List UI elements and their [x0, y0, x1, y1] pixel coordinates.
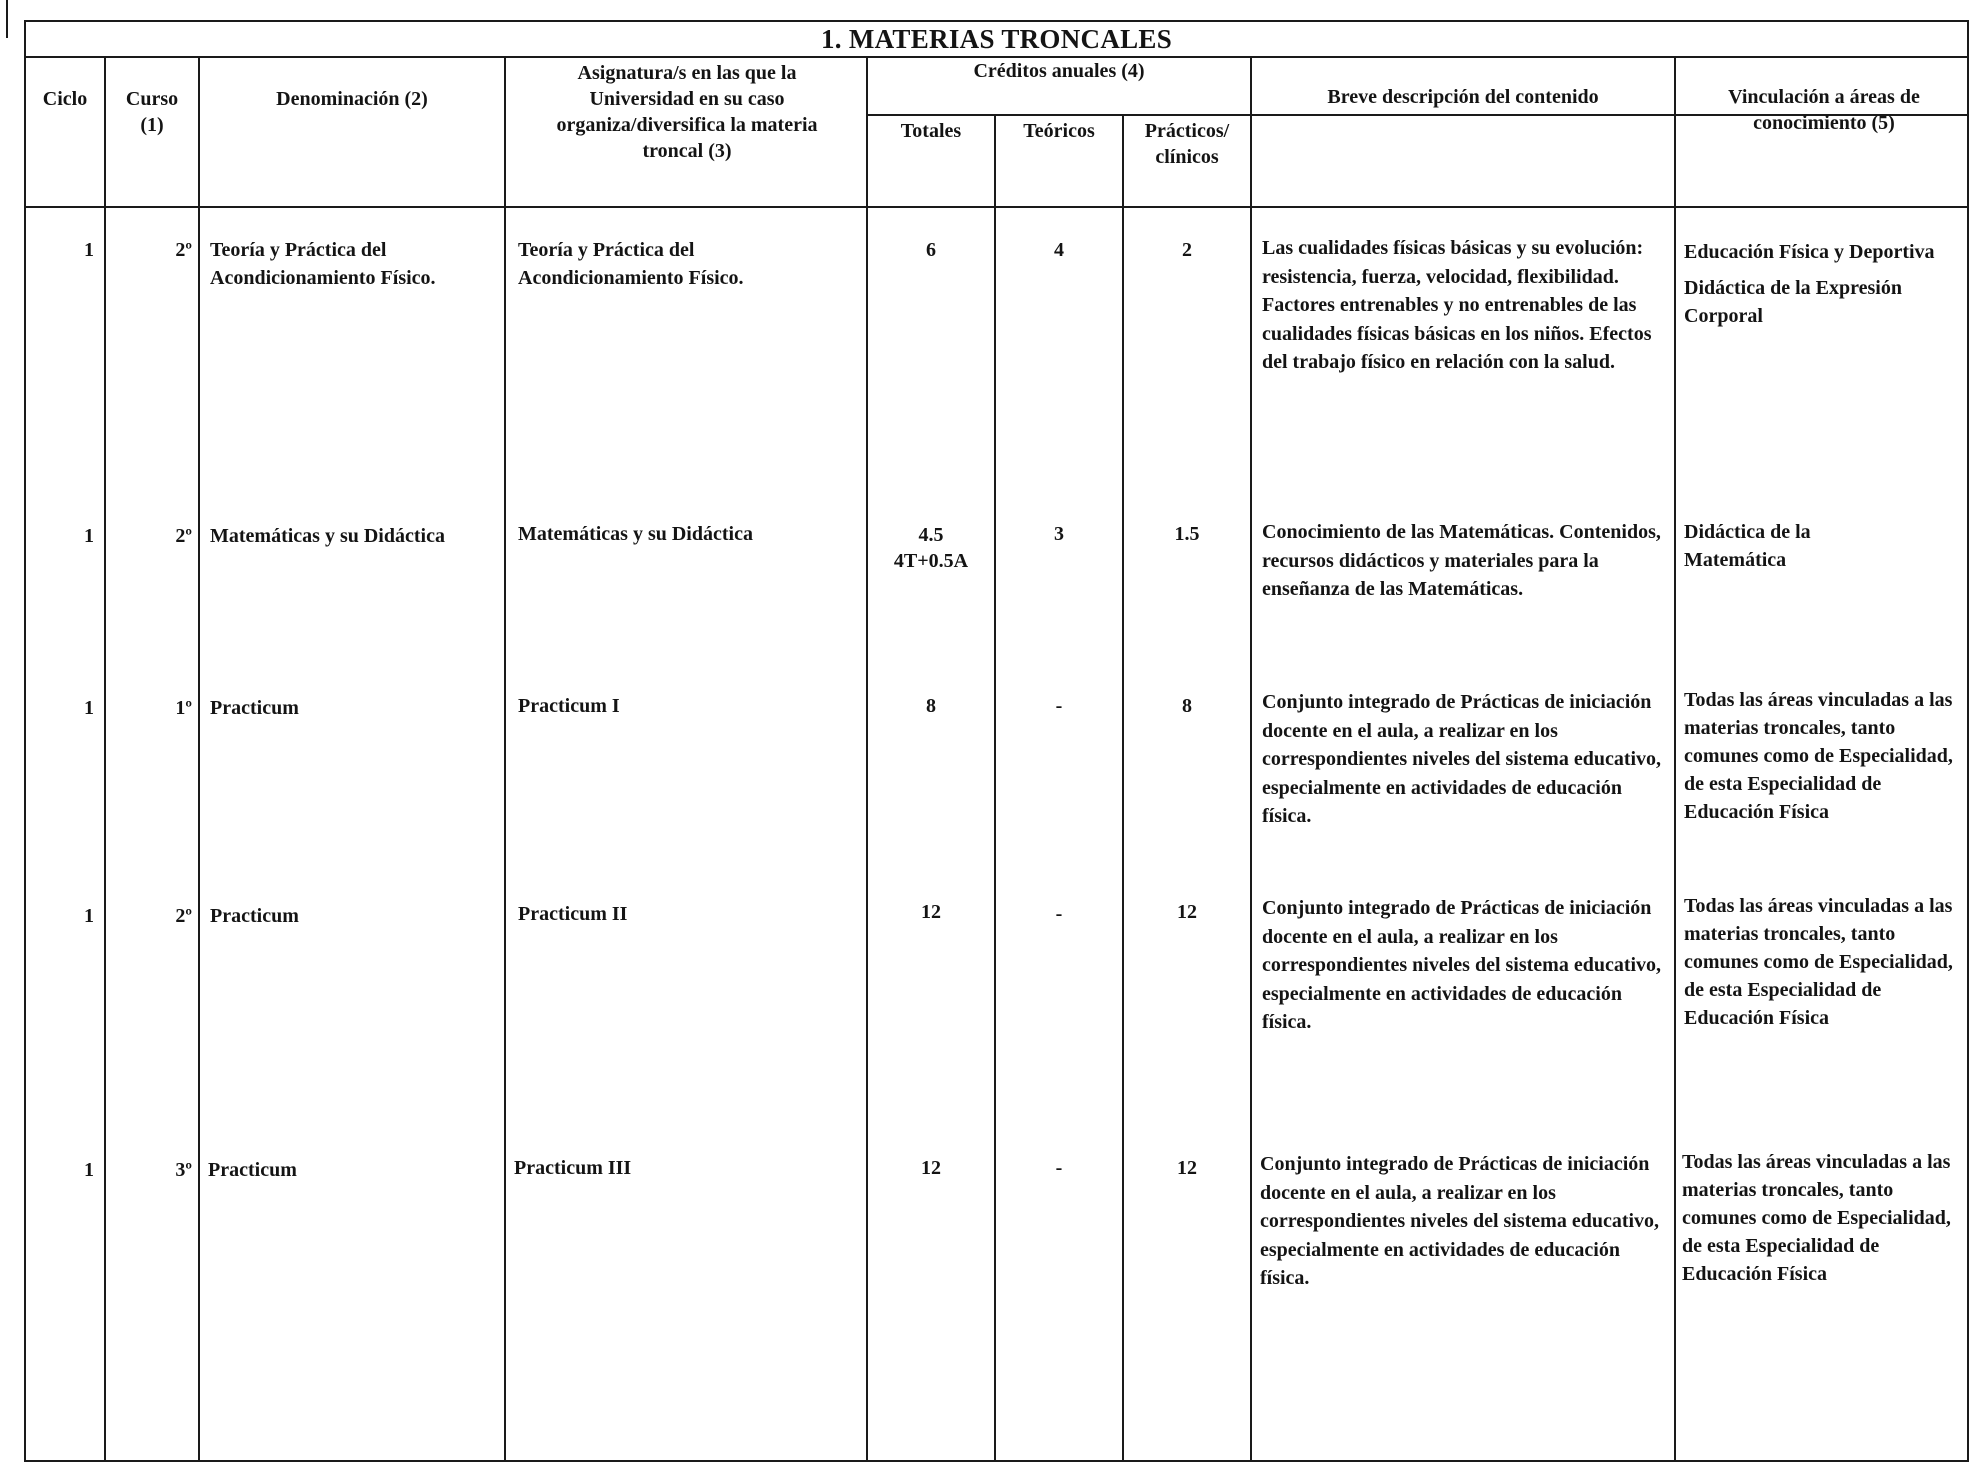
row2-teoricos: 3	[1054, 523, 1064, 545]
row1-denominacion: Teoría y Práctica del Acondicionamiento Físico.	[210, 239, 436, 289]
row4-ciclo: 1	[84, 905, 94, 927]
row1-curso: 2º	[175, 239, 192, 261]
row5-ciclo: 1	[84, 1159, 94, 1181]
row5-denominacion: Practicum	[208, 1159, 297, 1181]
row3-curso: 1º	[175, 697, 192, 719]
row5-areas	[1682, 1148, 1962, 1296]
row4-denominacion: Practicum	[210, 905, 299, 927]
scan-edge-mark	[6, 0, 8, 38]
row2-curso: 2º	[175, 525, 192, 547]
row4-areas	[1684, 892, 1964, 1040]
row4-teoricos: -	[1055, 903, 1063, 925]
header-vinculacion: Vinculación a áreas de conocimiento (5)	[1728, 86, 1920, 134]
row5-area-1: Todas las áreas vinculadas a las materias troncales, tanto comunes como de Especialidad, de esta Especialidad de Educación Física	[1682, 1151, 1951, 1285]
materias-troncales-table	[24, 20, 1969, 1462]
col-divider-totales	[994, 114, 996, 1460]
row1-area-1: Educación Física y Deportiva	[1684, 241, 1935, 263]
row5-descripcion: Conjunto integrado de Prácticas de iniciación docente en el aula, a realizar en los correspondientes niveles del sistema educativo, especialmente en actividades de educación física.	[1260, 1153, 1660, 1289]
row2-asignatura: Matemáticas y su Didáctica	[518, 523, 753, 545]
col-divider-denominacion	[504, 56, 506, 1460]
row4-practicos: 12	[1177, 901, 1197, 923]
row5-teoricos: -	[1055, 1157, 1063, 1179]
row2-descripcion: Conocimiento de las Matemáticas. Contenidos, recursos didácticos y materiales para la enseñanza de las Matemáticas.	[1262, 521, 1661, 600]
row3-totales: 8	[926, 695, 936, 717]
row2-totales: 4.5 4T+0.5A	[893, 524, 969, 572]
row3-area-1: Todas las áreas vinculadas a las materias troncales, tanto comunes como de Especialidad, de esta Especialidad de Educación Física	[1684, 689, 1953, 823]
row4-area-1: Todas las áreas vinculadas a las materias troncales, tanto comunes como de Especialidad, de esta Especialidad de Educación Física	[1684, 895, 1953, 1029]
col-divider-descripcion	[1674, 56, 1676, 1460]
header-ciclo: Ciclo	[42, 88, 88, 110]
header-teoricos: Teóricos	[1023, 120, 1095, 142]
header-practicos: Prácticos/ clínicos	[1144, 120, 1230, 168]
row1-area-2: Didáctica de la Expresión Corporal	[1684, 277, 1902, 327]
row1-teoricos: 4	[1054, 239, 1064, 261]
table-title: 1. MATERIAS TRONCALES	[820, 24, 1173, 54]
header-totales: Totales	[900, 120, 962, 142]
row4-curso: 2º	[175, 905, 192, 927]
row3-asignatura: Practicum I	[518, 695, 620, 717]
row1-practicos: 2	[1182, 239, 1192, 261]
header-asignatura: Asignatura/s en las que la Universidad en su caso organiza/diversifica la materia troncal (3)	[556, 62, 818, 162]
row5-asignatura: Practicum III	[514, 1157, 632, 1179]
row3-denominacion: Practicum	[210, 697, 299, 719]
col-divider-teoricos	[1122, 114, 1124, 1460]
row2-denominacion: Matemáticas y su Didáctica	[210, 525, 445, 547]
row3-teoricos: -	[1055, 695, 1063, 717]
col-divider-curso	[198, 56, 200, 1460]
row2-areas	[1684, 518, 1944, 582]
row2-practicos: 1.5	[1174, 523, 1200, 545]
col-divider-practicos	[1250, 56, 1252, 1460]
header-denominacion: Denominación (2)	[276, 88, 428, 110]
row3-practicos: 8	[1182, 695, 1192, 717]
row3-areas	[1684, 686, 1964, 834]
row2-ciclo: 1	[84, 525, 94, 547]
row4-descripcion: Conjunto integrado de Prácticas de iniciación docente en el aula, a realizar en los correspondientes niveles del sistema educativo, especialmente en actividades de educación física.	[1262, 897, 1662, 1033]
row5-practicos: 12	[1177, 1157, 1197, 1179]
col-divider-ciclo	[104, 56, 106, 1460]
col-divider-asignatura	[866, 56, 868, 1460]
row2-area-1: Didáctica de la Matemática	[1684, 521, 1811, 571]
row4-asignatura: Practicum II	[518, 903, 628, 925]
row3-descripcion: Conjunto integrado de Prácticas de iniciación docente en el aula, a realizar en los correspondientes niveles del sistema educativo, especialmente en actividades de educación física.	[1262, 691, 1662, 827]
header-curso: Curso (1)	[125, 88, 179, 136]
row1-totales: 6	[926, 239, 936, 261]
row3-ciclo: 1	[84, 697, 94, 719]
header-descripcion: Breve descripción del contenido	[1327, 86, 1599, 108]
row1-descripcion: Las cualidades físicas básicas y su evolución: resistencia, fuerza, velocidad, flexibilidad. Factores entrenables y no entrenables de las cualidades físicas básicas en los niños. Efectos del trabajo físico en relación con la salud.	[1262, 237, 1652, 373]
header-creditos: Créditos anuales (4)	[973, 60, 1145, 82]
row5-curso: 3º	[175, 1159, 192, 1181]
row5-totales: 12	[921, 1157, 941, 1179]
row1-asignatura: Teoría y Práctica del Acondicionamiento Físico.	[518, 239, 744, 289]
row1-areas	[1684, 238, 1964, 338]
row1-ciclo: 1	[84, 239, 94, 261]
row4-totales: 12	[921, 901, 941, 923]
